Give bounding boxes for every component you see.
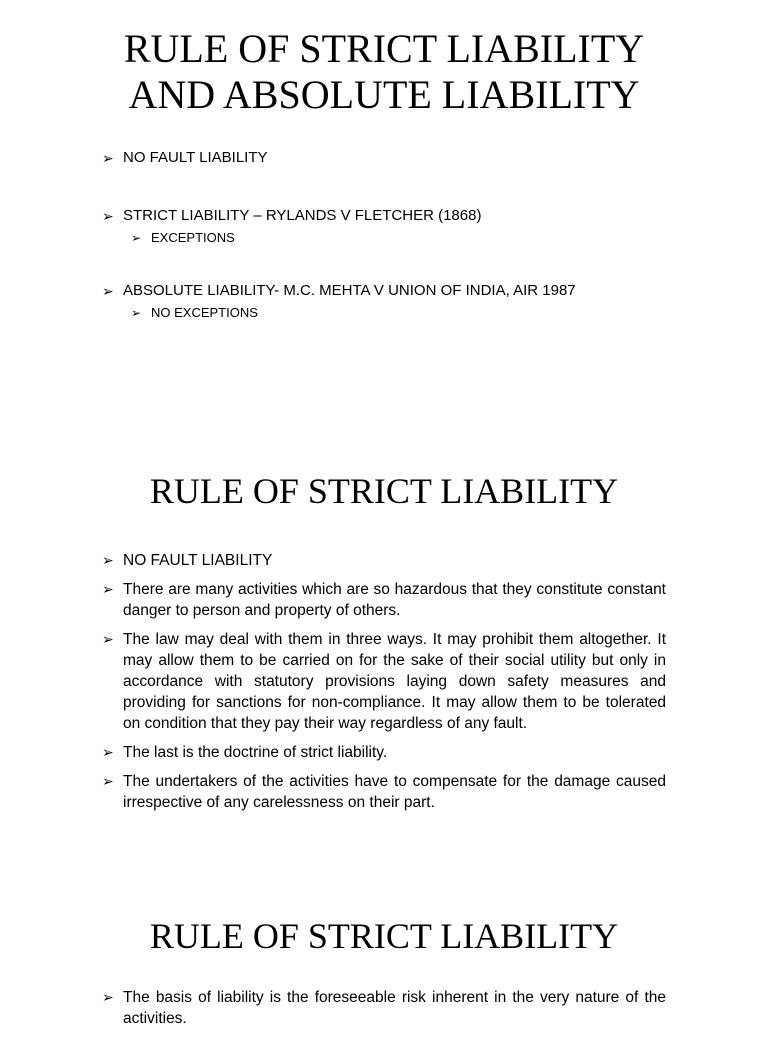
list-item: [0, 206, 768, 226]
arrow-bullet-icon: ➢: [102, 150, 114, 166]
arrow-bullet-icon: ➢: [102, 552, 114, 568]
list-item-text: There are many activities which are so hazardous that they constitute constant danger to person and property of others.: [123, 581, 666, 619]
list-item: [0, 629, 768, 734]
list-item-text: NO FAULT LIABILITY: [123, 149, 268, 166]
arrow-bullet-icon: ➢: [131, 306, 142, 320]
list-item: [0, 550, 768, 571]
arrow-bullet-icon: ➢: [102, 208, 114, 224]
slide-1-title-line-1: RULE OF STRICT LIABILITY: [123, 26, 645, 71]
list-item-text: NO FAULT LIABILITY: [123, 552, 273, 569]
arrow-bullet-icon: ➢: [102, 773, 114, 789]
list-subitem-text: NO EXCEPTIONS: [151, 305, 258, 320]
slide-1-title-line-2: AND ABSOLUTE LIABILITY: [128, 72, 640, 117]
slide-2-bullet-list: [0, 550, 768, 813]
list-item: [0, 742, 768, 763]
slide-1: [0, 26, 768, 322]
list-item: [0, 148, 768, 168]
arrow-bullet-icon: ➢: [102, 283, 114, 299]
arrow-bullet-icon: ➢: [102, 581, 114, 597]
arrow-bullet-icon: ➢: [131, 231, 142, 245]
slide-3-bullet-list: [0, 987, 768, 1029]
arrow-bullet-icon: ➢: [102, 989, 114, 1005]
list-item-text: The last is the doctrine of strict liability.: [123, 744, 388, 761]
list-item: [0, 579, 768, 621]
slide-3-title: RULE OF STRICT LIABILITY: [149, 916, 619, 956]
arrow-bullet-icon: ➢: [102, 744, 114, 760]
list-item-text: The basis of liability is the foreseeable risk inherent in the very nature of the activities.: [123, 989, 666, 1027]
list-item-text: The law may deal with them in three ways. It may prohibit them altogether. It may allow them to be carried on for the sake of their social utility but only in accordance with statutory provisions laying down safety measures and providing for sanctions for non-compliance. It may allow them to be tolerated on condition that they pay their way regardless of any fault.: [123, 631, 666, 732]
list-item-text: STRICT LIABILITY – RYLANDS V FLETCHER (1868): [123, 207, 482, 224]
list-item: [0, 987, 768, 1029]
slide-2-title: RULE OF STRICT LIABILITY: [149, 471, 619, 511]
slide-3: [0, 915, 768, 1037]
slide-2: [0, 470, 768, 821]
list-item: [0, 281, 768, 301]
list-subitem-text: EXCEPTIONS: [151, 230, 235, 245]
list-item-text: ABSOLUTE LIABILITY- M.C. MEHTA V UNION OF INDIA, AIR 1987: [123, 282, 576, 299]
list-subitem: [0, 229, 768, 247]
list-subitem: [0, 304, 768, 322]
slide-1-title: [0, 26, 768, 118]
slide-1-bullet-list: [0, 148, 768, 322]
arrow-bullet-icon: ➢: [102, 631, 114, 647]
list-item: [0, 771, 768, 813]
list-item-text: The undertakers of the activities have to compensate for the damage caused irrespective of any carelessness on their part.: [123, 773, 666, 811]
